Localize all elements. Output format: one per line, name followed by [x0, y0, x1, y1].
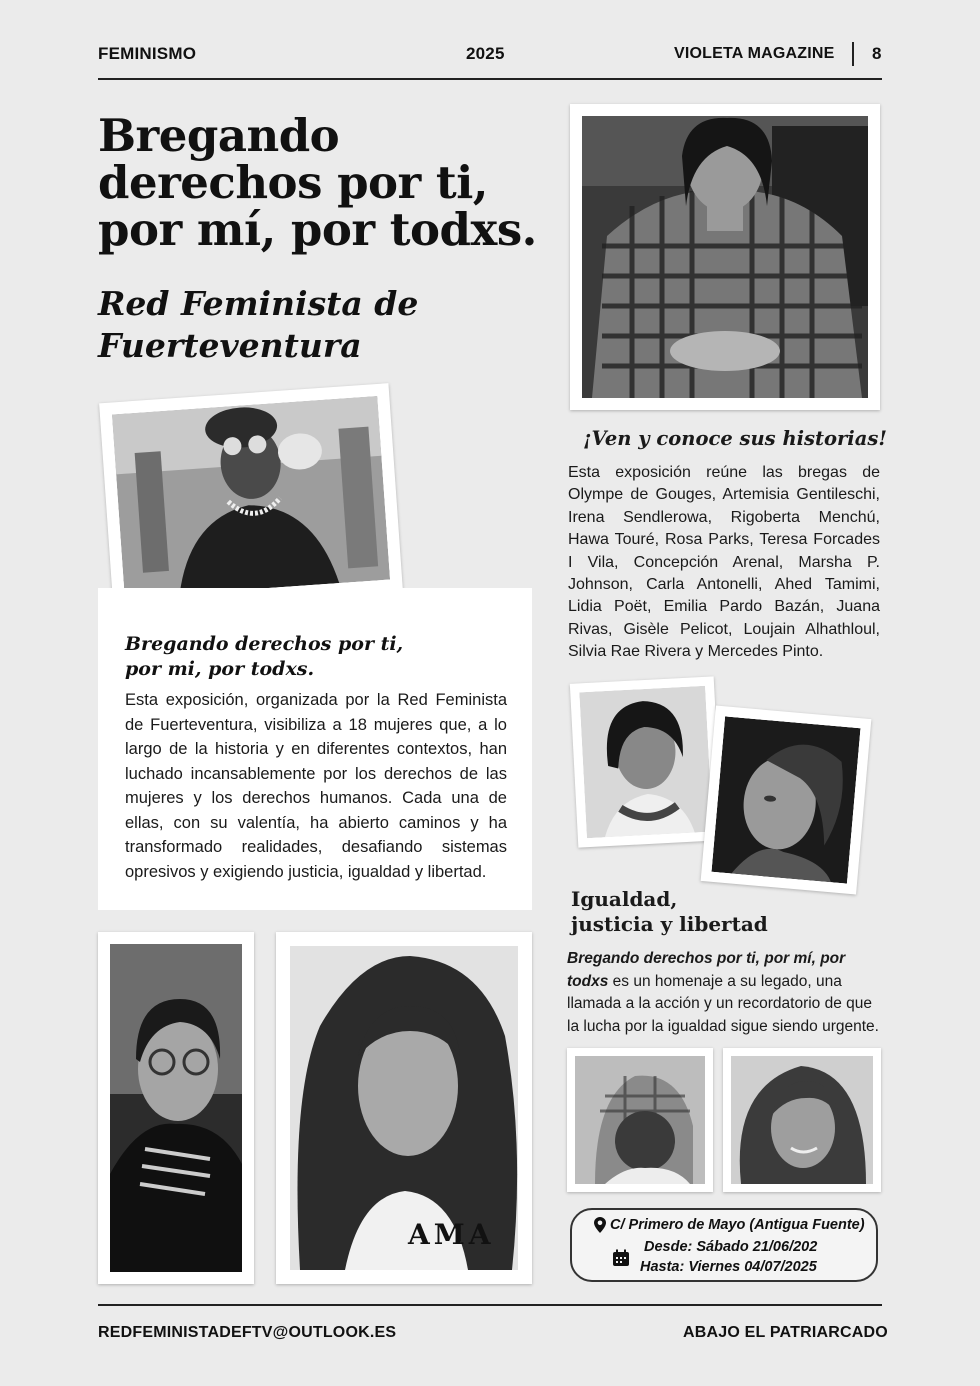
- year-label: 2025: [466, 44, 505, 63]
- portrait-photo-seated-woman: [570, 104, 880, 410]
- location-pin-icon: [594, 1217, 606, 1233]
- page-title: Bregando derechos por ti, por mí, por todxs.: [98, 109, 537, 256]
- event-location: C/ Primero de Mayo (Antigua Fuente): [610, 1217, 865, 1233]
- equality-heading-line2: justicia y libertad: [571, 912, 768, 936]
- event-info-box: [570, 1208, 878, 1282]
- equality-rest: es un homenaje a su legado, una llamada a la acción y un recordatorio de que la lucha por la igualdad sigue siendo urgente.: [567, 972, 879, 1035]
- portrait-photo-smiling-woman: [723, 1048, 881, 1192]
- header-rule: [98, 78, 882, 80]
- intro-paragraph: Esta exposición, organizada por la Red Feminista de Fuerteventura, visibiliza a 18 mujeres que, a lo largo de la historia y en diferentes contextos, han luchado incansablemente por los derechos de las mujeres y los derechos humanos. Cada una de ellas, con su valentía, ha abierto caminos y ha transformado realidades, desafiando sistemas opresivos y exigiendo justicia, igualdad y libertad.: [125, 691, 507, 881]
- portrait-photo-young-woman: [570, 676, 722, 847]
- equality-bold-lead: Bregando derechos por ti, por mí, por todxs: [567, 950, 846, 990]
- intro-heading: Bregando derechos por ti, por mi, por todxs.: [125, 633, 404, 680]
- page-number: 8: [872, 44, 882, 63]
- section-label: FEMINISMO: [98, 44, 197, 63]
- contact-email[interactable]: REDFEMINISTADEFTV@OUTLOOK.ES: [98, 1324, 397, 1341]
- event-end-date: Hasta: Viernes 04/07/2025: [640, 1259, 817, 1275]
- portrait-photo-glasses-woman: [98, 932, 254, 1284]
- portrait-photo-painting: [701, 706, 872, 895]
- footer-slogan: ABAJO EL PATRIARCADO: [683, 1324, 888, 1341]
- calendar-icon: [612, 1249, 630, 1267]
- portrait-photo-woman-pearls: [99, 383, 403, 611]
- women-list-paragraph: Esta exposición reúne las bregas de Olympe de Gouges, Artemisia Gentileschi, Irena Sendlerowa, Rigoberta Menchú, Hawa Touré, Rosa Parks, Teresa Forcades I Vila, Concepción Arenal, Marsha P. Johnson, Carla Antonelli, Ahed Tamimi, Lidia Poët, Emilia Pardo Bazán, Juana Rivas, Gisèle Pelicot, Loujain Alhathloul, Silvia Rae Rivera y Mercedes Pinto.: [568, 464, 880, 661]
- footer-rule: [98, 1304, 882, 1306]
- portrait-photo-curly-hair: [276, 932, 532, 1284]
- intro-box: [98, 588, 532, 910]
- equality-paragraph: [567, 948, 883, 1038]
- header-divider: [852, 42, 854, 66]
- portrait-photo-headscarf: [567, 1048, 713, 1192]
- invite-heading: ¡Ven y conoce sus historias!: [583, 427, 887, 450]
- magazine-name: VIOLETA MAGAZINE: [674, 45, 835, 62]
- equality-heading-line1: Igualdad,: [571, 887, 678, 911]
- event-start-date: Desde: Sábado 21/06/202: [644, 1239, 818, 1255]
- page-subtitle: Red Feminista de Fuerteventura: [98, 284, 419, 365]
- shirt-print-text: AMA: [408, 1218, 495, 1251]
- equality-heading: [571, 887, 768, 937]
